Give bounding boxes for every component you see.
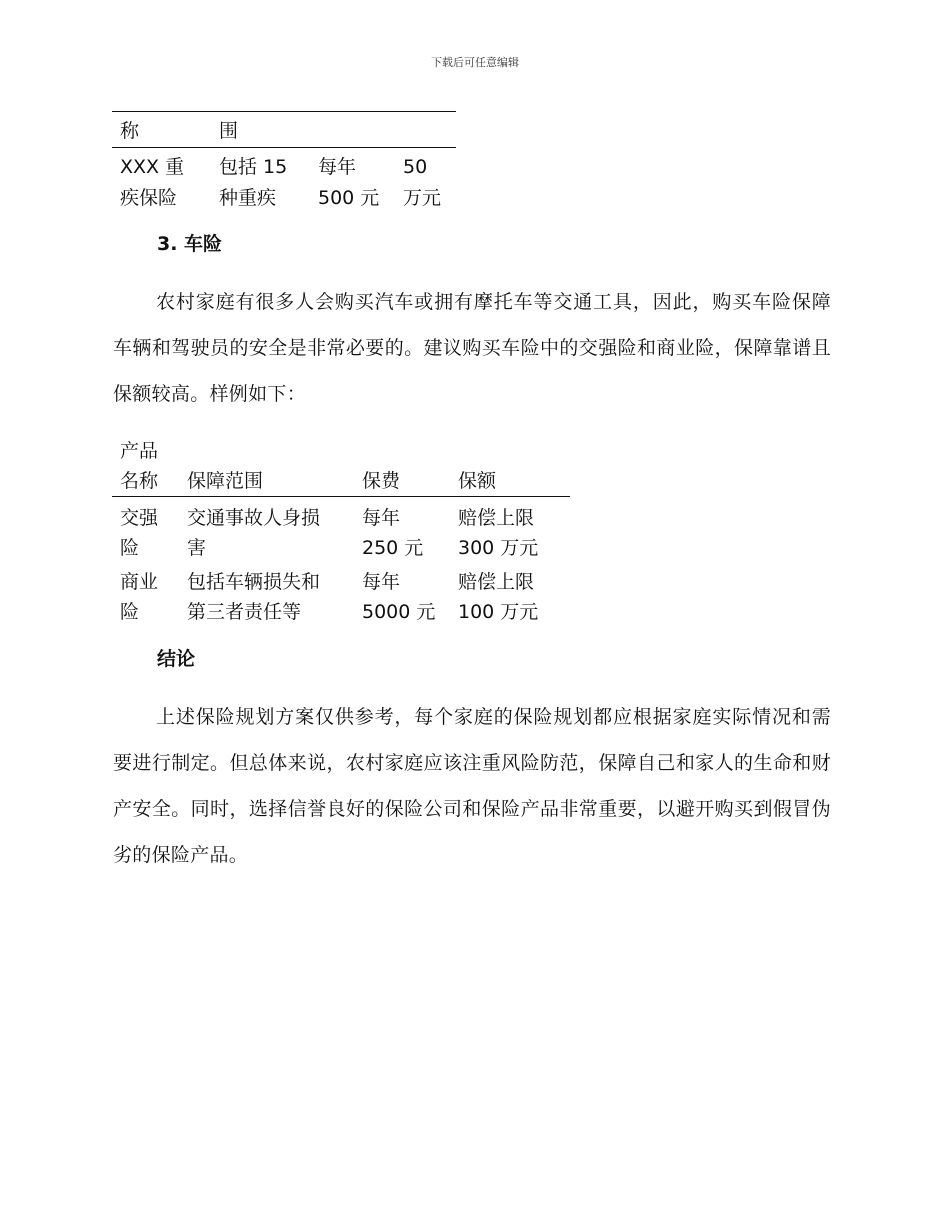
table-cell: 每年 [318,156,357,178]
table-cell: 第三者责任等 [187,601,302,623]
table-cell: 害 [187,537,207,559]
paragraph-car-insurance: 农村家庭有很多人会购买汽车或拥有摩托车等交通工具，因此，购买车险保障车辆和驾驶员的安全是非常必要的。建议购买车险中的交强险和商业险，保障靠谱且保额较高。样例如下： [113,291,831,405]
section-heading-conclusion: 结论 [157,648,196,670]
table-header-cell: 保费 [362,470,401,492]
table-1-header-rule [112,147,456,148]
table-cell: 500 元 [318,187,380,209]
table-cell: 交通事故人身损 [187,507,321,529]
table-1-header-cell: 称 [120,120,140,142]
table-2-header-rule [112,496,570,497]
table-header-cell: 保障范围 [187,470,264,492]
table-cell: 赔偿上限 [458,507,535,529]
table-cell: 疾保险 [120,187,178,209]
table-cell: 50 [403,156,428,178]
table-header-cell: 保额 [458,470,497,492]
table-cell: 商业 [120,571,159,593]
table-cell: 100 万元 [458,601,539,623]
table-cell: 交强 [120,507,159,529]
table-cell: 险 [120,537,140,559]
table-cell: 每年 [362,507,401,529]
page-header-note: 下载后可任意编辑 [431,56,519,69]
table-cell: 赔偿上限 [458,571,535,593]
table-cell: 险 [120,601,140,623]
table-cell: XXX 重 [120,156,185,178]
table-cell: 种重疾 [219,187,277,209]
table-cell: 包括车辆损失和 [187,571,321,593]
table-1-top-rule [112,111,456,112]
table-cell: 5000 元 [362,601,436,623]
table-cell: 每年 [362,571,401,593]
table-header-cell: 名称 [120,470,159,492]
table-cell: 250 元 [362,537,424,559]
table-cell: 300 万元 [458,537,539,559]
table-cell: 万元 [403,187,442,209]
paragraph-conclusion: 上述保险规划方案仅供参考，每个家庭的保险规划都应根据家庭实际情况和需要进行制定。但总体来说，农村家庭应该注重风险防范，保障自己和家人的生命和财产安全。同时，选择信誉良好的保险公司和保险产品非常重要，以避开购买到假冒伪劣的保险产品。 [113,706,831,866]
section-heading-car-insurance: 3. 车险 [157,233,223,255]
table-cell: 包括 15 [219,156,288,178]
table-1-header-cell: 围 [219,120,239,142]
table-header-cell: 产品 [120,440,159,462]
